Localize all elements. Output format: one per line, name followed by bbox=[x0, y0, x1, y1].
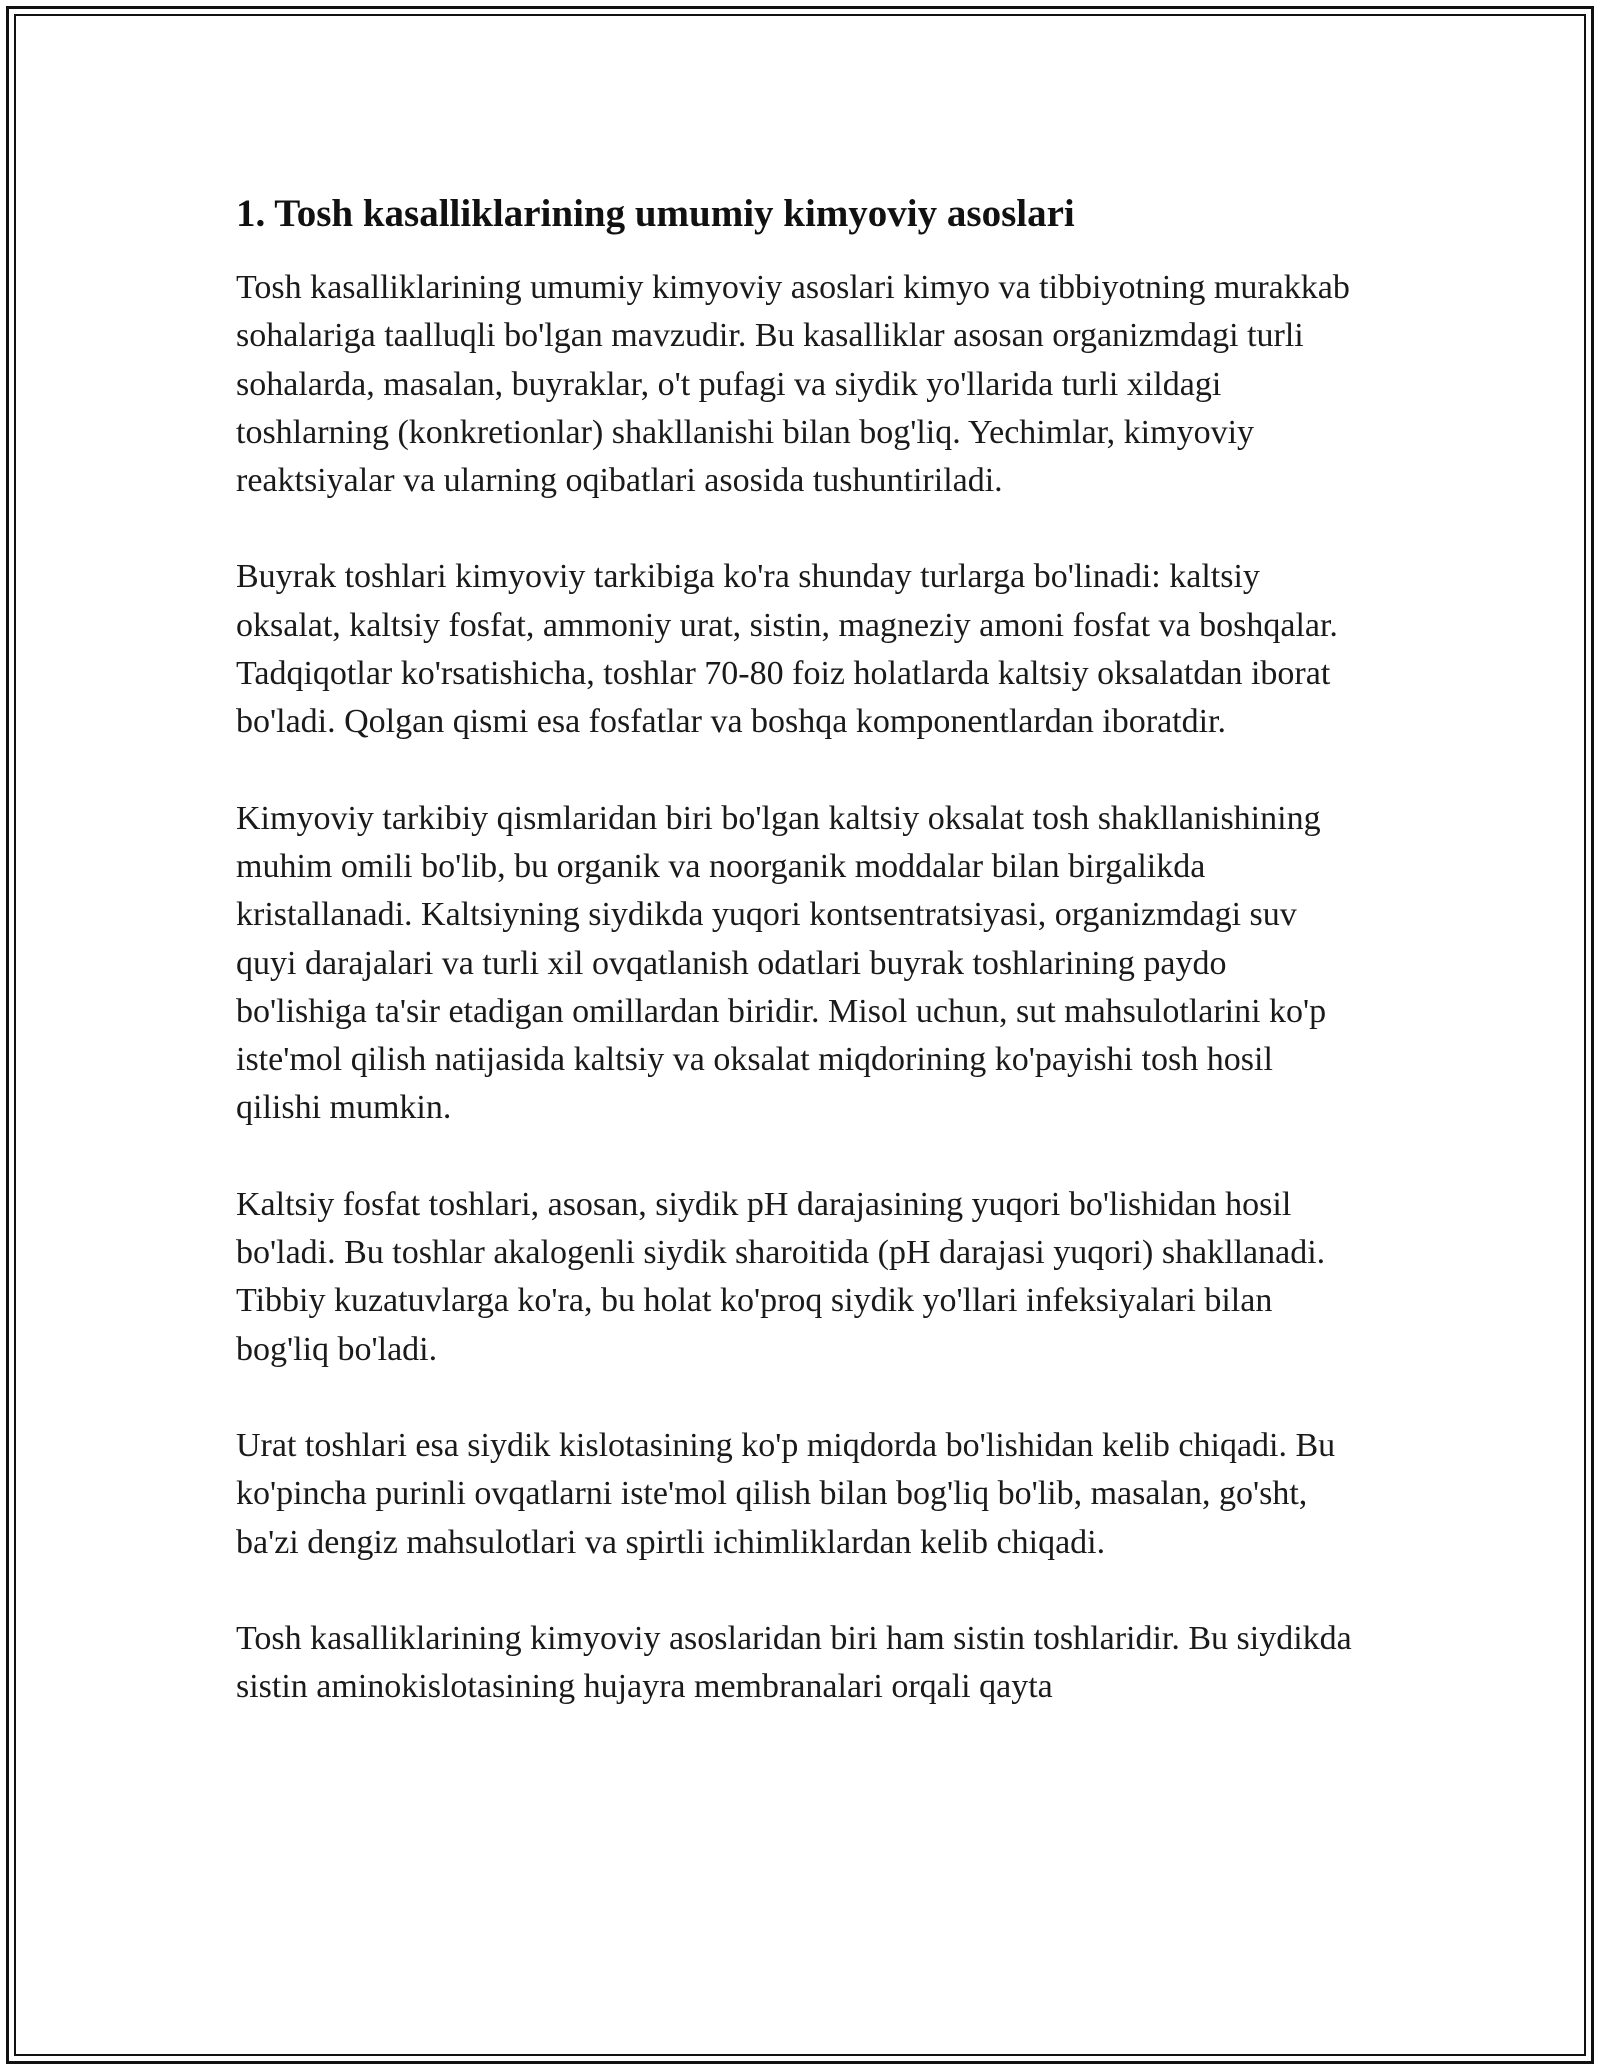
paragraph-1: Tosh kasalliklarining umumiy kimyoviy asoslari kimyo va tibbiyotning murakkab sohalariga taalluqli bo'lgan mavzudir. Bu kasalliklar asosan organizmdagi turli sohalarda, masalan, buyraklar, o't pufagi va siydik yo'llarida turli xildagi toshlarning (konkretionlar) shakllanishi bilan bog'liq. Yechimlar, kimyoviy reaktsiyalar va ularning oqibatlari asosida tushuntiriladi. bbox=[236, 269, 1350, 500]
paragraph-3: Kimyoviy tarkibiy qismlaridan biri bo'lgan kaltsiy oksalat tosh shakllanishining muhim omili bo'lib, bu organik va noorganik moddalar bilan birgalikda kristallanadi. Kaltsiyning siydikda yuqori kontsentratsiyasi, organizmdagi suv quyi darajalari va turli xil ovqatlanish odatlari buyrak toshlarining paydo bo'lishiga ta'sir etadigan omillardan biridir. Misol uchun, sut mahsulotlarini ko'p iste'mol qilish natijasida kaltsiy va oksalat miqdorining ko'payishi tosh hosil qilishi mumkin. bbox=[236, 799, 1327, 1127]
paragraph-6: Tosh kasalliklarining kimyoviy asoslaridan biri ham sistin toshlaridir. Bu siydikda sistin aminokislotasining hujayra membranalari orqali qayta bbox=[236, 1619, 1352, 1706]
document-body bbox=[236, 186, 1356, 1759]
paragraph-5: Urat toshlari esa siydik kislotasining ko'p miqdorda bo'lishidan kelib chiqadi. Bu ko'pincha purinli ovqatlarni iste'mol qilish bilan bog'liq bo'lib, masalan, go'sht, ba'zi dengiz mahsulotlari va spirtli ichimliklardan kelib chiqadi. bbox=[236, 1426, 1336, 1561]
section-heading: 1. Tosh kasalliklarining umumiy kimyoviy asoslari bbox=[236, 192, 1075, 235]
paragraph-2: Buyrak toshlari kimyoviy tarkibiga ko'ra shunday turlarga bo'linadi: kaltsiy oksalat, kaltsiy fosfat, ammoniy urat, sistin, magneziy amoni fosfat va boshqalar. Tadqiqotlar ko'rsatishicha, toshlar 70-80 foiz holatlarda kaltsiy oksalatdan iborat bo'ladi. Qolgan qismi esa fosfatlar va boshqa komponentlardan iboratdir. bbox=[236, 558, 1338, 741]
paragraph-4: Kaltsiy fosfat toshlari, asosan, siydik pH darajasining yuqori bo'lishidan hosil bo'ladi. Bu toshlar akalogenli siydik sharoitida (pH darajasi yuqori) shakllanadi. Tibbiy kuzatuvlarga ko'ra, bu holat ko'proq siydik yo'llari infeksiyalari bilan bog'liq bo'ladi. bbox=[236, 1185, 1326, 1368]
